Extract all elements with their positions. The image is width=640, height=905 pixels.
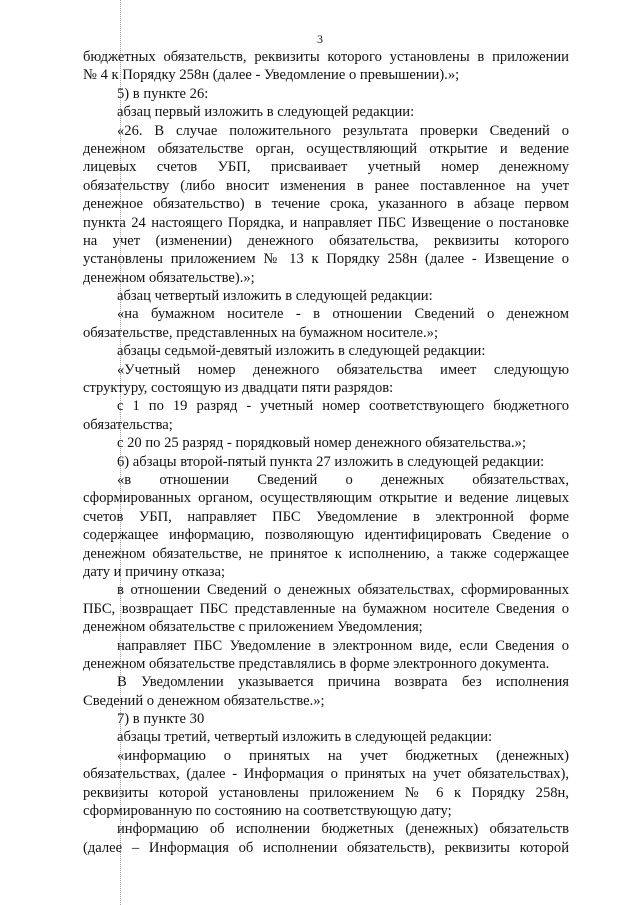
text-line: абзац первый изложить в следующей редакции: xyxy=(117,104,415,121)
text-line: денежном обязательстве представлялись в форме электронного документа. xyxy=(83,655,550,672)
document-body xyxy=(83,48,569,857)
text-line: ПБС, возвращает ПБС представленные на бумажном носителе Сведения о xyxy=(83,600,569,617)
text-line: абзацы третий, четвертый изложить в следующей редакции: xyxy=(117,729,493,746)
text-line: абзацы седьмой-девятый изложить в следующей редакции: xyxy=(117,343,486,360)
text-line: абзац четвертый изложить в следующей редакции: xyxy=(117,288,433,305)
text-line: № 4 к Порядку 258н (далее - Уведомление о превышении).»; xyxy=(83,67,460,84)
text-line: структуру, состоящую из двадцати пяти разрядов: xyxy=(83,380,394,397)
text-line: «в отношении Сведений о денежных обязательствах, xyxy=(117,471,569,488)
text-line: «Учетный номер денежного обязательства имеет следующую xyxy=(117,361,569,378)
text-line: сформированных органом, осуществляющим открытие и ведение лицевых xyxy=(83,490,569,507)
text-line: (далее – Информация об исполнении обязательств), реквизиты которой xyxy=(83,839,569,856)
text-line: дату и причину отказа; xyxy=(83,563,226,580)
text-line: обязательству (либо вносит изменения в ранее поставленное на учет xyxy=(83,177,569,194)
text-line: 7) в пункте 30 xyxy=(117,711,205,728)
text-line: счетов УБП, направляет ПБС Уведомление в электронной форме xyxy=(83,508,569,525)
text-line: реквизиты которой установлены приложением № 6 к Порядку 258н, xyxy=(83,784,569,801)
text-line: «информацию о принятых на учет бюджетных (денежных) xyxy=(117,747,569,764)
text-line: обязательстве, представленных на бумажном носителе.»; xyxy=(83,324,439,341)
text-line: установлены приложением № 13 к Порядку 258н (далее - Извещение о xyxy=(83,251,569,268)
text-line: информацию об исполнении бюджетных (денежных) обязательств xyxy=(117,821,569,838)
text-line: направляет ПБС Уведомление в электронном виде, если Сведения о xyxy=(117,637,569,654)
text-line: сформированную по состоянию на соответствующую дату; xyxy=(83,803,452,820)
text-line: денежном обязательстве, не принятое к исполнению, а также содержащее xyxy=(83,545,569,562)
text-line: обязательства; xyxy=(83,416,173,433)
text-line: с 1 по 19 разряд - учетный номер соответствующего бюджетного xyxy=(117,398,569,415)
text-line: денежном обязательстве орган, осуществляющий открытие и ведение xyxy=(83,140,569,157)
page-number: 3 xyxy=(317,32,323,46)
text-line: «на бумажном носителе - в отношении Сведений о денежном xyxy=(117,306,569,323)
text-line: на учет (изменении) денежного обязательства, реквизиты которого xyxy=(83,232,569,249)
text-line: бюджетных обязательств, реквизиты которого установлены в приложении xyxy=(83,49,569,65)
text-line: Сведений о денежном обязательстве.»; xyxy=(83,692,325,709)
text-line: 6) абзацы второй-пятый пункта 27 изложить в следующей редакции: xyxy=(117,453,545,470)
text-line: в отношении Сведений о денежных обязательствах, сформированных xyxy=(117,582,569,599)
text-line: денежном обязательстве).»; xyxy=(83,269,255,286)
text-line: денежное обязательство) в течение срока, указанного в абзаце первом xyxy=(83,196,569,213)
text-line: денежном обязательстве с приложением Уведомления; xyxy=(83,619,423,636)
text-line: с 20 по 25 разряд - порядковый номер денежного обязательства.»; xyxy=(117,435,527,452)
text-line: «26. В случае положительного результата проверки Сведений о xyxy=(117,122,569,139)
text-line: пункта 24 настоящего Порядка, и направляет ПБС Извещение о постановке xyxy=(83,214,569,231)
text-line: лицевых счетов УБП, присваивает учетный номер денежному xyxy=(83,159,569,176)
text-line: 5) в пункте 26: xyxy=(117,85,209,102)
text-line: содержащее информацию, позволяющую идентифицировать Сведение о xyxy=(83,527,569,544)
text-line: В Уведомлении указывается причина возврата без исполнения xyxy=(117,674,569,691)
text-line: обязательствах, (далее - Информация о принятых на учет обязательствах), xyxy=(83,766,569,783)
